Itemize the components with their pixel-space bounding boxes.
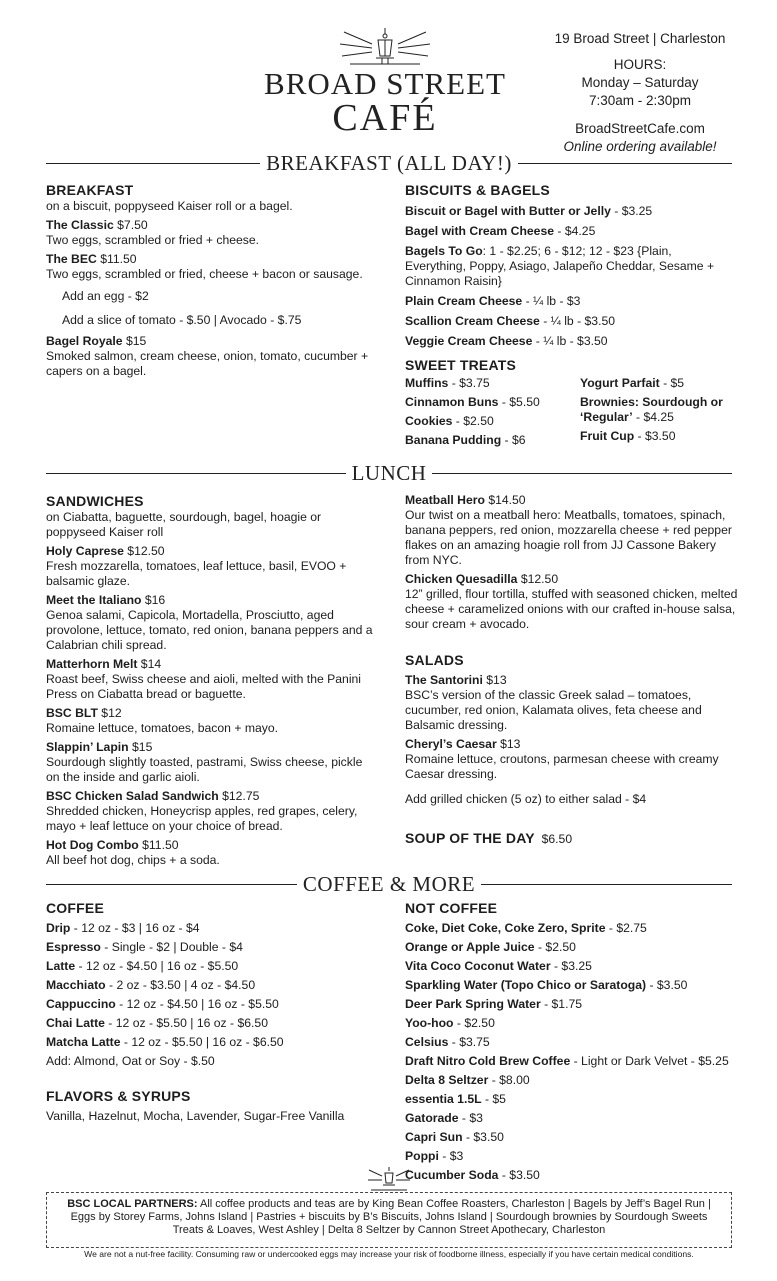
item-name: Cookies: [405, 414, 453, 428]
item-desc: Fresh mozzarella, tomatoes, leaf lettuce, basil, EVOO + balsamic glaze.: [46, 559, 347, 588]
item-price: $15: [125, 334, 147, 348]
item-desc: Genoa salami, Capicola, Mortadella, Prosciutto, aged provolone, lettuce, tomato, red onion, banana peppers and a Calabrian chili spread.: [46, 608, 373, 652]
item-price: $12.50: [520, 572, 559, 586]
item-name: Veggie Cream Cheese: [405, 334, 533, 348]
partners-label: BSC LOCAL PARTNERS:: [67, 1198, 198, 1210]
drink-item: [405, 1168, 740, 1183]
header-info: [540, 30, 740, 156]
item-name: Matterhorn Melt: [46, 657, 138, 671]
menu-item-buns: [405, 395, 575, 410]
menu-item-pudding: [405, 433, 575, 448]
item-price: - $1.75: [540, 997, 583, 1011]
menu-item-plain: [405, 294, 735, 309]
item-desc: Romaine lettuce, croutons, parmesan cheese with creamy Caesar dressing.: [405, 752, 719, 781]
item-name: Yogurt Parfait: [580, 376, 660, 390]
drink-item: [46, 1035, 376, 1050]
item-name: Holy Caprese: [46, 544, 124, 558]
menu-item-muffins: [405, 376, 575, 391]
item-name: Chicken Quesadilla: [405, 572, 518, 586]
item-desc: Smoked salmon, cream cheese, onion, tomato, cucumber + capers on a bagel.: [46, 349, 369, 378]
item-price: - 12 oz - $5.50 | 16 oz - $6.50: [120, 1035, 284, 1049]
item-price: - $2.50: [534, 940, 576, 954]
addon-egg: Add an egg - $2: [62, 289, 149, 303]
coffee-list: [46, 921, 376, 1050]
drink-item: [405, 1130, 740, 1145]
local-partners-box: [46, 1192, 732, 1248]
item-name: Cappuccino: [46, 997, 116, 1011]
item-price: $13: [486, 673, 507, 687]
item-price: - ¼ lb - $3: [522, 294, 581, 308]
menu-item-scallion: [405, 314, 735, 329]
drink-item: [46, 978, 376, 993]
item-desc: Roast beef, Swiss cheese and aioli, melted with the Panini Press on Ciabatta bread or baguette.: [46, 672, 362, 701]
sweets-right: [580, 372, 735, 444]
addon-tomato: Add a slice of tomato - $.50 | Avocado - $.75: [62, 313, 302, 327]
soup-title: SOUP OF THE DAY: [405, 830, 535, 846]
sandwiches-desc: on Ciabatta, baguette, sourdough, bagel, hoagie or poppyseed Kaiser roll: [46, 510, 322, 539]
item-name: Draft Nitro Cold Brew Coffee: [405, 1054, 571, 1068]
item-name: The Classic: [46, 218, 114, 232]
item-desc: Our twist on a meatball hero: Meatballs, tomatoes, spinach, banana peppers, red onion, mozzarella cheese + red pepper flakes on an amazing hoagie roll from JJ Cassone Bakery from NYC.: [405, 508, 732, 567]
biscuits-title: BISCUITS & BAGELS: [405, 182, 550, 198]
item-name: Cucumber Soda: [405, 1168, 499, 1182]
sandwich-list: [46, 544, 376, 868]
hours-days: Monday – Saturday: [581, 75, 699, 90]
item-price: $11.50: [100, 252, 137, 266]
menu-item-quesadilla: [405, 572, 740, 587]
item-price: - $5: [659, 376, 685, 390]
item-name: Delta 8 Seltzer: [405, 1073, 489, 1087]
disclaimer: We are not a nut-free facility. Consuming raw or undercooked eggs may increase your risk of foodborne illness, especially if you have certain medical conditions.: [84, 1249, 694, 1259]
item-name: BSC BLT: [46, 706, 98, 720]
partners-text: All coffee products and teas are by King Bean Coffee Roasters, Charleston | Bagels by Jeff’s Bagel Run | Eggs by Storey Farms, Johns Island | Pastries + biscuits by B’s Biscuits, Johns Island | Sourdough brownies by Sourdough Sweets Treats & Loaves, West Ashley | Delta 8 Seltzer by Cannon Street Apothecary, Charleston: [70, 1198, 711, 1236]
menu-item-caesar: [405, 737, 740, 752]
item-price: - $2.50: [453, 1016, 495, 1030]
item-name: Banana Pudding: [405, 433, 502, 447]
drink-item: [405, 1016, 740, 1031]
item-name: Coke, Diet Coke, Coke Zero, Sprite: [405, 921, 606, 935]
coffee-column: [46, 900, 376, 1124]
item-desc: All beef hot dog, chips + a soda.: [46, 853, 220, 867]
item-desc: 12” grilled, flour tortilla, stuffed with seasoned chicken, melted cheese + caramelized onions with our crafted in-house salsa, sour cream + avocado.: [405, 587, 738, 631]
item-name: Fruit Cup: [580, 429, 635, 443]
item-price: - $3.50: [646, 978, 688, 992]
drink-item: [405, 1149, 740, 1164]
breakfast-divider: [46, 151, 732, 176]
item-name: The BEC: [46, 252, 97, 266]
item-price: - $3.50: [462, 1130, 504, 1144]
sweets-left: [405, 372, 575, 448]
item-name: Chai Latte: [46, 1016, 105, 1030]
soup-of-the-day: [405, 830, 740, 847]
drink-item: [46, 997, 376, 1012]
item-price: - $2.75: [605, 921, 647, 935]
item-name: Bagel with Cream Cheese: [405, 224, 555, 238]
menu-item-butter: [405, 204, 735, 219]
item-price: - $3.25: [610, 204, 653, 218]
breakfast-title: BREAKFAST: [46, 182, 134, 198]
item-desc: : 1 - $2.25; 6 - $12; 12 - $23 {Plain, Everything, Poppy, Asiago, Jalapeño Cheddar, Sesame + Cinnamon Raisin}: [405, 244, 715, 288]
item-name: Orange or Apple Juice: [405, 940, 535, 954]
item-name: Espresso: [46, 940, 101, 954]
drink-item: [405, 1054, 740, 1069]
drink-item: [46, 921, 376, 936]
item-name: Deer Park Spring Water: [405, 997, 541, 1011]
item-name: BSC Chicken Salad Sandwich: [46, 789, 219, 803]
item-desc: Romaine lettuce, tomatoes, bacon + mayo.: [46, 721, 279, 735]
coffee-divider: [46, 872, 732, 897]
item-name: Cheryl’s Caesar: [405, 737, 497, 751]
item-desc: BSC’s version of the classic Greek salad – tomatoes, cucumber, red onion, Kalamata olives, feta cheese and Balsamic dressing.: [405, 688, 702, 732]
item-name: Poppi: [405, 1149, 439, 1163]
hours-label: HOURS:: [613, 57, 667, 72]
menu-item-veggie: [405, 334, 735, 349]
item-name: Bagels To Go: [405, 244, 483, 258]
website-link[interactable]: BroadStreetCafe.com: [575, 121, 705, 136]
coffee-title: COFFEE: [46, 900, 104, 916]
menu-item-sandwich: [46, 789, 376, 804]
item-price: $14: [140, 657, 162, 671]
item-price: - ¼ lb - $3.50: [539, 314, 616, 328]
menu-item-sandwich: [46, 838, 376, 853]
item-price: - $3: [438, 1149, 464, 1163]
menu-item-brownies: [580, 395, 735, 425]
logo: [250, 26, 520, 137]
item-price: - $4.25: [632, 410, 674, 424]
brand-name: BROAD STREET: [264, 66, 506, 101]
item-desc: Shredded chicken, Honeycrisp apples, red grapes, celery, mayo + leaf lettuce on your choice of bread.: [46, 804, 358, 833]
sandwiches-column: [46, 493, 376, 868]
hours-time: 7:30am - 2:30pm: [588, 93, 692, 108]
item-price: $12.75: [222, 789, 260, 803]
item-price: $12: [101, 706, 122, 720]
salad-addon: Add grilled chicken (5 oz) to either salad - $4: [405, 792, 647, 806]
menu-item-parfait: [580, 376, 735, 391]
item-name: essentia 1.5L: [405, 1092, 482, 1106]
menu-item-sandwich: [46, 657, 376, 672]
item-price: $11.50: [142, 838, 179, 852]
item-price: - $2.50: [452, 414, 494, 428]
menu-item-classic: [46, 218, 376, 233]
item-price: - $6: [501, 433, 526, 447]
coffee-addon: Add: Almond, Oat or Soy - $.50: [46, 1054, 215, 1068]
drink-item: [46, 1016, 376, 1031]
item-price: - ¼ lb - $3.50: [532, 334, 608, 348]
salads-title: SALADS: [405, 652, 464, 668]
item-price: - $5: [481, 1092, 506, 1106]
drink-item: [405, 940, 740, 955]
lunch-section-title: LUNCH: [351, 461, 427, 485]
drink-item: [405, 1035, 740, 1050]
coffee-section-title: COFFEE & MORE: [302, 872, 476, 896]
menu-item-fruit: [580, 429, 735, 444]
drink-item: [405, 997, 740, 1012]
not-coffee-list: [405, 921, 740, 1183]
item-name: Drip: [46, 921, 71, 935]
drink-item: [405, 1073, 740, 1088]
menu-item-meatball: [405, 493, 740, 508]
item-name: Capri Sun: [405, 1130, 463, 1144]
menu-item-sandwich: [46, 706, 376, 721]
address: 19 Broad Street | Charleston: [554, 31, 726, 46]
item-desc: Sourdough slightly toasted, pastrami, Swiss cheese, pickle on the inside and garlic aioli.: [46, 755, 363, 784]
drink-item: [46, 940, 376, 955]
flavors-title: FLAVORS & SYRUPS: [46, 1088, 191, 1104]
not-coffee-column: [405, 900, 740, 1183]
drink-item: [405, 959, 740, 974]
item-name: Cinnamon Buns: [405, 395, 499, 409]
menu-item-sandwich: [46, 593, 376, 608]
item-price: - $5.50: [498, 395, 540, 409]
item-price: - $3.50: [498, 1168, 540, 1182]
menu-item-sandwich: [46, 740, 376, 755]
menu-item-togo: [405, 244, 735, 289]
item-price: - $3.75: [448, 1035, 490, 1049]
menu-item-santorini: [405, 673, 740, 688]
lunch-right-column: [405, 493, 740, 847]
item-price: - $8.00: [488, 1073, 530, 1087]
item-name: The Santorini: [405, 673, 483, 687]
not-coffee-title: NOT COFFEE: [405, 900, 498, 916]
item-name: Biscuit or Bagel with Butter or Jelly: [405, 204, 611, 218]
lamp-icon-small: [365, 1166, 413, 1192]
item-name: Brownies: Sourdough or ‘Regular’: [580, 395, 723, 424]
biscuits-column: [405, 182, 735, 349]
item-price: - $3.25: [550, 959, 592, 973]
item-price: - $3.50: [634, 429, 676, 443]
item-price: - 12 oz - $3 | 16 oz - $4: [70, 921, 200, 935]
online-ordering-note: Online ordering available!: [563, 139, 717, 154]
item-price: - 12 oz - $4.50 | 16 oz - $5.50: [115, 997, 279, 1011]
item-name: Meatball Hero: [405, 493, 485, 507]
item-price: - $3: [458, 1111, 483, 1125]
item-name: Celsius: [405, 1035, 449, 1049]
item-name: Macchiato: [46, 978, 106, 992]
menu-item-sandwich: [46, 544, 376, 559]
item-name: Latte: [46, 959, 76, 973]
item-name: Hot Dog Combo: [46, 838, 139, 852]
drink-item: [405, 1111, 740, 1126]
item-price: - 12 oz - $4.50 | 16 oz - $5.50: [75, 959, 239, 973]
item-price: $12.50: [127, 544, 165, 558]
brand-subtitle: CAFÉ: [332, 97, 438, 139]
drink-item: [405, 1092, 740, 1107]
item-price: - Light or Dark Velvet - $5.25: [570, 1054, 729, 1068]
menu-item-cookies: [405, 414, 575, 429]
item-name: Gatorade: [405, 1111, 459, 1125]
item-name: Muffins: [405, 376, 449, 390]
item-name: Scallion Cream Cheese: [405, 314, 540, 328]
item-name: Meet the Italiano: [46, 593, 142, 607]
item-price: $14.50: [488, 493, 526, 507]
item-price: - 12 oz - $5.50 | 16 oz - $6.50: [104, 1016, 268, 1030]
item-price: - $3.75: [448, 376, 490, 390]
menu-item-bec: [46, 252, 376, 267]
breakfast-column: [46, 182, 376, 379]
drink-item: [405, 921, 740, 936]
item-price: $16: [144, 593, 166, 607]
lunch-divider: [46, 461, 732, 486]
menu-item-cream: [405, 224, 735, 239]
drink-item: [405, 978, 740, 993]
item-price: $13: [500, 737, 521, 751]
drink-item: [46, 959, 376, 974]
item-price: - 2 oz - $3.50 | 4 oz - $4.50: [105, 978, 256, 992]
item-desc: Two eggs, scrambled or fried + cheese.: [46, 233, 260, 247]
item-name: Sparkling Water (Topo Chico or Saratoga): [405, 978, 647, 992]
item-name: Vita Coco Coconut Water: [405, 959, 551, 973]
item-name: Slappin’ Lapin: [46, 740, 129, 754]
breakfast-desc: on a biscuit, poppyseed Kaiser roll or a bagel.: [46, 199, 293, 213]
flavors-list: Vanilla, Hazelnut, Mocha, Lavender, Sugar-Free Vanilla: [46, 1109, 345, 1123]
item-name: Matcha Latte: [46, 1035, 121, 1049]
item-name: Yoo-hoo: [405, 1016, 454, 1030]
item-price: - Single - $2 | Double - $4: [100, 940, 243, 954]
sweets-title: SWEET TREATS: [405, 357, 517, 373]
item-desc: Two eggs, scrambled or fried, cheese + bacon or sausage.: [46, 267, 363, 281]
item-price: - $4.25: [554, 224, 596, 238]
menu-item-royale: [46, 334, 376, 349]
item-name: Plain Cream Cheese: [405, 294, 523, 308]
item-price: $15: [132, 740, 153, 754]
breakfast-section-title: BREAKFAST (ALL DAY!): [266, 151, 512, 175]
lamp-icon: [330, 26, 440, 66]
item-price: $6.50: [541, 832, 573, 846]
item-price: $7.50: [117, 218, 148, 232]
sandwiches-title: SANDWICHES: [46, 493, 144, 509]
item-name: Bagel Royale: [46, 334, 123, 348]
